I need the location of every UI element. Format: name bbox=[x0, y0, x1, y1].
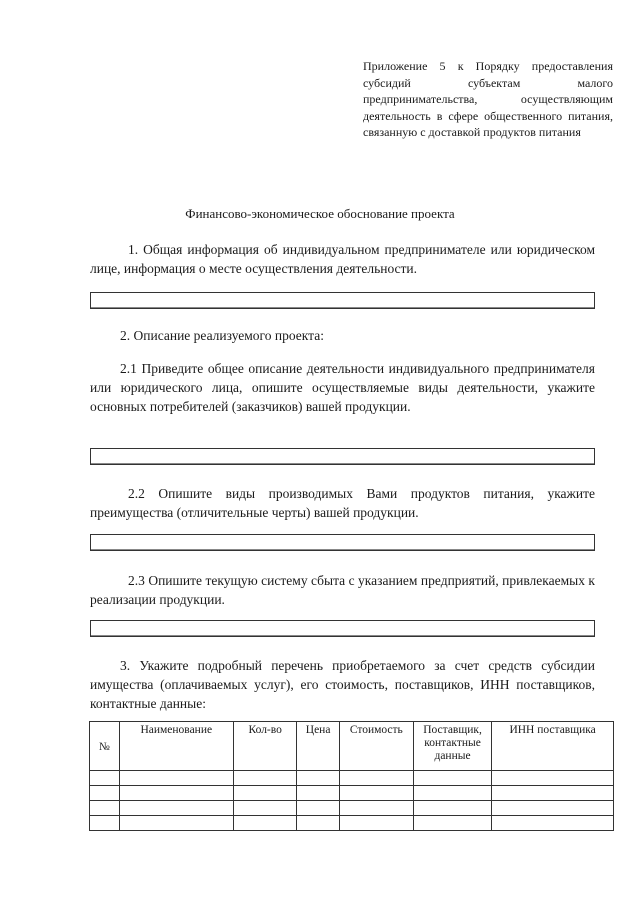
section-2-1-answer-field[interactable] bbox=[90, 448, 595, 465]
section-1-text: 1. Общая информация об индивидуальном предпринимателе или юридическом лице, информация о месте осуществления деятельности. bbox=[90, 242, 595, 276]
table-cell[interactable] bbox=[119, 786, 233, 801]
table-row bbox=[90, 786, 614, 801]
table-row bbox=[90, 771, 614, 786]
table-cell[interactable] bbox=[492, 801, 614, 816]
table-cell[interactable] bbox=[119, 801, 233, 816]
table-cell[interactable] bbox=[233, 786, 297, 801]
section-2-3-answer-field[interactable] bbox=[90, 620, 595, 637]
section-2-heading: 2. Описание реализуемого проекта: bbox=[120, 328, 324, 343]
table-cell[interactable] bbox=[297, 771, 339, 786]
table-cell[interactable] bbox=[297, 816, 339, 831]
table-cell[interactable] bbox=[492, 771, 614, 786]
column-header-price: Цена bbox=[297, 722, 339, 771]
column-header-number: № bbox=[90, 722, 120, 771]
table-cell[interactable] bbox=[413, 786, 491, 801]
table-row bbox=[90, 801, 614, 816]
table-cell[interactable] bbox=[297, 786, 339, 801]
table-cell[interactable] bbox=[90, 786, 120, 801]
table-cell[interactable] bbox=[119, 816, 233, 831]
section-3-text: 3. Укажите подробный перечень приобретаемого за счет средств субсидии имущества (оплачиваемых услуг), его стоимость, поставщиков, ИНН поставщиков, контактные данные: bbox=[90, 658, 595, 711]
section-2-2-answer-field[interactable] bbox=[90, 534, 595, 551]
table-cell[interactable] bbox=[339, 801, 413, 816]
table-cell[interactable] bbox=[339, 816, 413, 831]
column-header-cost: Стоимость bbox=[339, 722, 413, 771]
appendix-note: Приложение 5 к Порядку предоставления субсидий субъектам малого предпринимательства, осуществляющим деятельность в сфере общественного питания, связанную с доставкой продуктов питания bbox=[363, 59, 613, 139]
table-cell[interactable] bbox=[90, 771, 120, 786]
table-cell[interactable] bbox=[413, 801, 491, 816]
section-2-1-text: 2.1 Приведите общее описание деятельности индивидуального предпринимателя или юридического лица, опишите осуществляемые виды деятельности, укажите основных потребителей (заказчиков) вашей продукции. bbox=[90, 361, 595, 414]
table-cell[interactable] bbox=[339, 786, 413, 801]
table-cell[interactable] bbox=[233, 816, 297, 831]
table-cell[interactable] bbox=[233, 801, 297, 816]
section-2-3-text: 2.3 Опишите текущую систему сбыта с указанием предприятий, привлекаемых к реализации продукции. bbox=[90, 573, 595, 607]
table-header-row bbox=[90, 722, 614, 771]
table-body bbox=[90, 771, 614, 831]
table-cell[interactable] bbox=[90, 816, 120, 831]
document-title: Финансово-экономическое обоснование проекта bbox=[185, 206, 455, 221]
column-header-quantity: Кол-во bbox=[233, 722, 297, 771]
table-cell[interactable] bbox=[119, 771, 233, 786]
section-1-answer-field[interactable] bbox=[90, 292, 595, 309]
table-cell[interactable] bbox=[492, 816, 614, 831]
table-cell[interactable] bbox=[413, 816, 491, 831]
table-cell[interactable] bbox=[413, 771, 491, 786]
column-header-inn: ИНН поставщика bbox=[492, 722, 614, 771]
section-2-2-text: 2.2 Опишите виды производимых Вами продуктов питания, укажите преимущества (отличительные черты) вашей продукции. bbox=[90, 486, 595, 520]
table-cell[interactable] bbox=[339, 771, 413, 786]
purchase-items-table bbox=[89, 721, 614, 831]
table-row bbox=[90, 816, 614, 831]
column-header-name: Наименование bbox=[119, 722, 233, 771]
column-header-supplier: Поставщик, контактные данные bbox=[413, 722, 491, 771]
table-cell[interactable] bbox=[492, 786, 614, 801]
table-cell[interactable] bbox=[297, 801, 339, 816]
table-cell[interactable] bbox=[233, 771, 297, 786]
table-cell[interactable] bbox=[90, 801, 120, 816]
